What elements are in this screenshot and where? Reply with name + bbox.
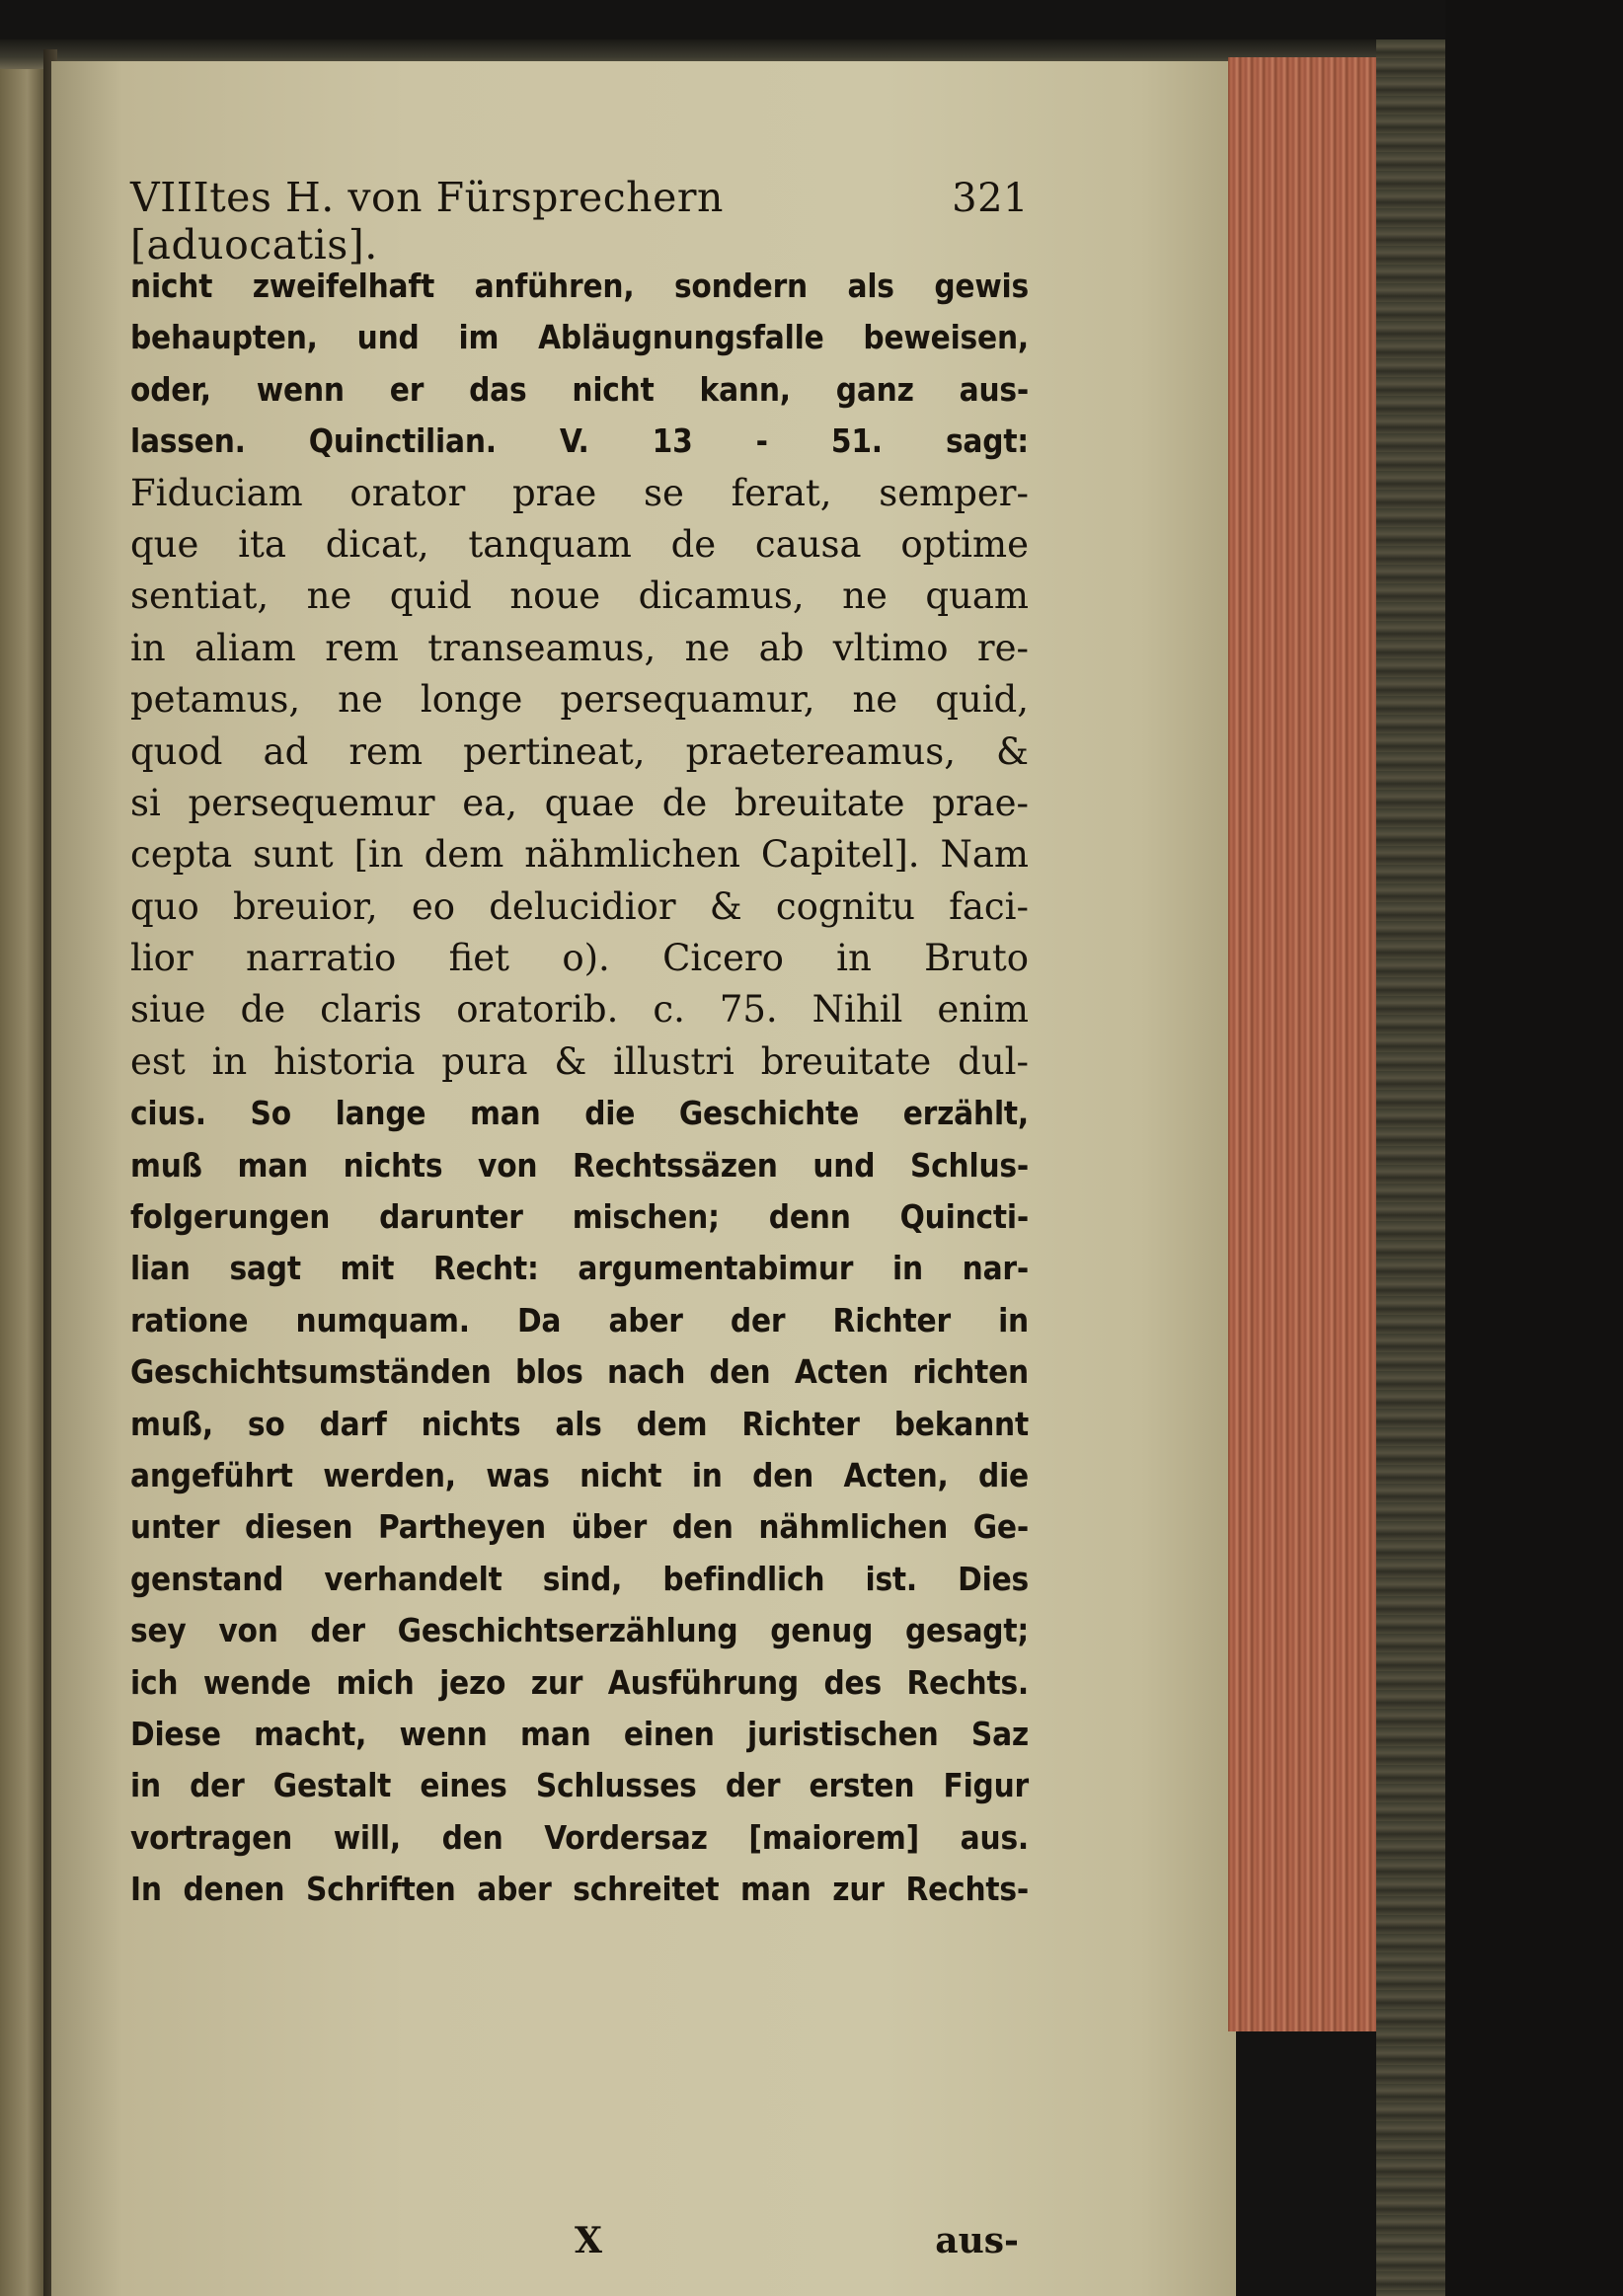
- text-line: quod ad rem pertineat, praetereamus, &: [130, 729, 1029, 773]
- text-line: unter diesen Partheyen über den nähmlichen Ge-: [130, 1507, 1029, 1547]
- text-line: lassen. Quinctilian. V. 13 - 51. sagt:: [130, 421, 1029, 461]
- text-line: Diese macht, wenn man einen juristischen Saz: [130, 1714, 1029, 1753]
- text-line: lian sagt mit Recht: argumentabimur in nar-: [130, 1249, 1029, 1288]
- text-line: cius. So lange man die Geschichte erzählt,: [130, 1094, 1029, 1133]
- text-line: sentiat, ne quid noue dicamus, ne quam: [130, 574, 1029, 618]
- text-line: folgerungen darunter mischen; denn Quincti-: [130, 1197, 1029, 1237]
- previous-page-edge: [0, 69, 45, 2296]
- text-line: cepta sunt [in dem nähmlichen Capitel]. Nam: [130, 833, 1029, 877]
- text-line: est in historia pura & illustri breuitate dul-: [130, 1039, 1029, 1083]
- text-line: vortragen will, den Vordersaz [maiorem] aus.: [130, 1817, 1029, 1857]
- text-line: siue de claris oratorib. c. 75. Nihil enim: [130, 988, 1029, 1032]
- text-line: Geschichtsumständen blos nach den Acten richten: [130, 1352, 1029, 1392]
- body-text: [130, 261, 1029, 1916]
- text-line: que ita dicat, tanquam de causa optime: [130, 522, 1029, 566]
- text-line: muß, so darf nichts als dem Richter bekannt: [130, 1404, 1029, 1443]
- text-line: ich wende mich jezo zur Ausführung des Rechts.: [130, 1662, 1029, 1702]
- text-line: angeführt werden, was nicht in den Acten, die: [130, 1455, 1029, 1494]
- text-line: oder, wenn er das nicht kann, ganz aus-: [130, 369, 1029, 409]
- text-line: sey von der Geschichtserzählung genug gesagt;: [130, 1611, 1029, 1650]
- page-number: 321: [952, 176, 1029, 221]
- text-line: si persequemur ea, quae de breuitate prae-: [130, 781, 1029, 824]
- page-footer: [130, 2220, 1029, 2279]
- text-line: nicht zweifelhaft anführen, sondern als gewis: [130, 267, 1029, 305]
- running-title: VIIItes H. von Fürsprechern [aduocatis].: [130, 174, 724, 268]
- background: [1445, 0, 1623, 2296]
- book-cover-board: [1376, 39, 1445, 2296]
- running-header: [130, 174, 1029, 268]
- text-line: quo breuior, eo delucidior & cognitu faci-: [130, 884, 1029, 928]
- text-line: ratione numquam. Da aber der Richter in: [130, 1300, 1029, 1339]
- page-edges: [1228, 57, 1379, 2031]
- text-line: In denen Schriften aber schreitet man zur Rechts-: [130, 1870, 1029, 1909]
- text-line: muß man nichts von Rechtssäzen und Schlus-: [130, 1145, 1029, 1185]
- text-line: in der Gestalt eines Schlusses der ersten Figur: [130, 1766, 1029, 1805]
- text-line: Fiduciam orator prae se ferat, semper-: [130, 471, 1029, 514]
- text-line: petamus, ne longe persequamur, ne quid,: [130, 678, 1029, 722]
- text-line: lior narratio fiet o). Cicero in Bruto: [130, 937, 1029, 980]
- text-line: in aliam rem transeamus, ne ab vltimo re-: [130, 626, 1029, 669]
- catchword: aus-: [935, 2220, 1019, 2261]
- signature-mark: X: [575, 2220, 602, 2261]
- text-line: behaupten, und im Abläugnungsfalle beweisen,: [130, 318, 1029, 357]
- text-line: genstand verhandelt sind, befindlich ist. Dies: [130, 1559, 1029, 1598]
